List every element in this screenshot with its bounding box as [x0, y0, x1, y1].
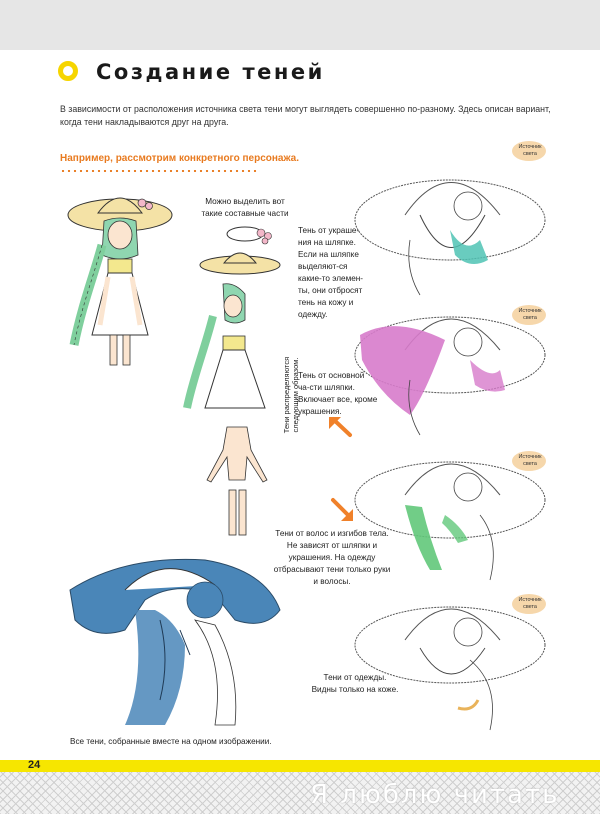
skin-part-illustration [205, 425, 270, 545]
note-parts: Можно выделить вот такие составные части [201, 197, 289, 218]
note-decoration-shadow: Тень от украше-ния на шляпке. Если на шляпке выделяют-ся какие-то элемен-ты, они отбросят тень на кожу и одежду. [298, 226, 363, 319]
light-source-1: Источник света [512, 141, 552, 161]
combined-shadows-illustration [65, 550, 285, 735]
sketch-decoration-shadow [350, 160, 550, 300]
intro-paragraph: В зависимости от расположения источника света тени могут выглядеть совершенно по-разному. Здесь описан вариант, когда тени накладываются друг на друга. [60, 104, 551, 127]
page-number: 24 [28, 759, 41, 771]
title-ring-icon [58, 61, 78, 81]
note-clothes-shadow: Тени от одежды. Видны только на коже. [311, 673, 399, 694]
example-heading: Например, рассмотрим конкретного персонажа. [60, 153, 300, 164]
body-part-illustration [175, 278, 255, 418]
order-vertical-text: Тени распределяются следующим образом. [282, 356, 300, 434]
character-full-illustration [60, 185, 180, 410]
hat-part-illustration [198, 245, 283, 275]
note-all-shadows: Все тени, собранные вместе на одном изображении. [70, 737, 272, 746]
decoration-part-illustration [215, 222, 285, 247]
page-title: Создание теней [96, 60, 325, 84]
dotted-underline [60, 170, 260, 172]
light-source-2: Источник света [512, 305, 552, 325]
note-hat-shadow: Тень от основной ча-сти шляпки. Включает все, кроме украшения. [298, 371, 378, 416]
light-source-3: Источник света [512, 451, 552, 471]
top-bar [0, 0, 600, 50]
watermark: Я люблю читать [310, 780, 560, 810]
note-hair-shadow: Тени от волос и изгибов тела. Не зависят от шляпки и украшения. На одежду отбрасывают тени только руки и волосы. [273, 529, 391, 586]
bottom-yellow-stripe [0, 760, 600, 772]
light-source-4: Источник света [512, 594, 552, 614]
